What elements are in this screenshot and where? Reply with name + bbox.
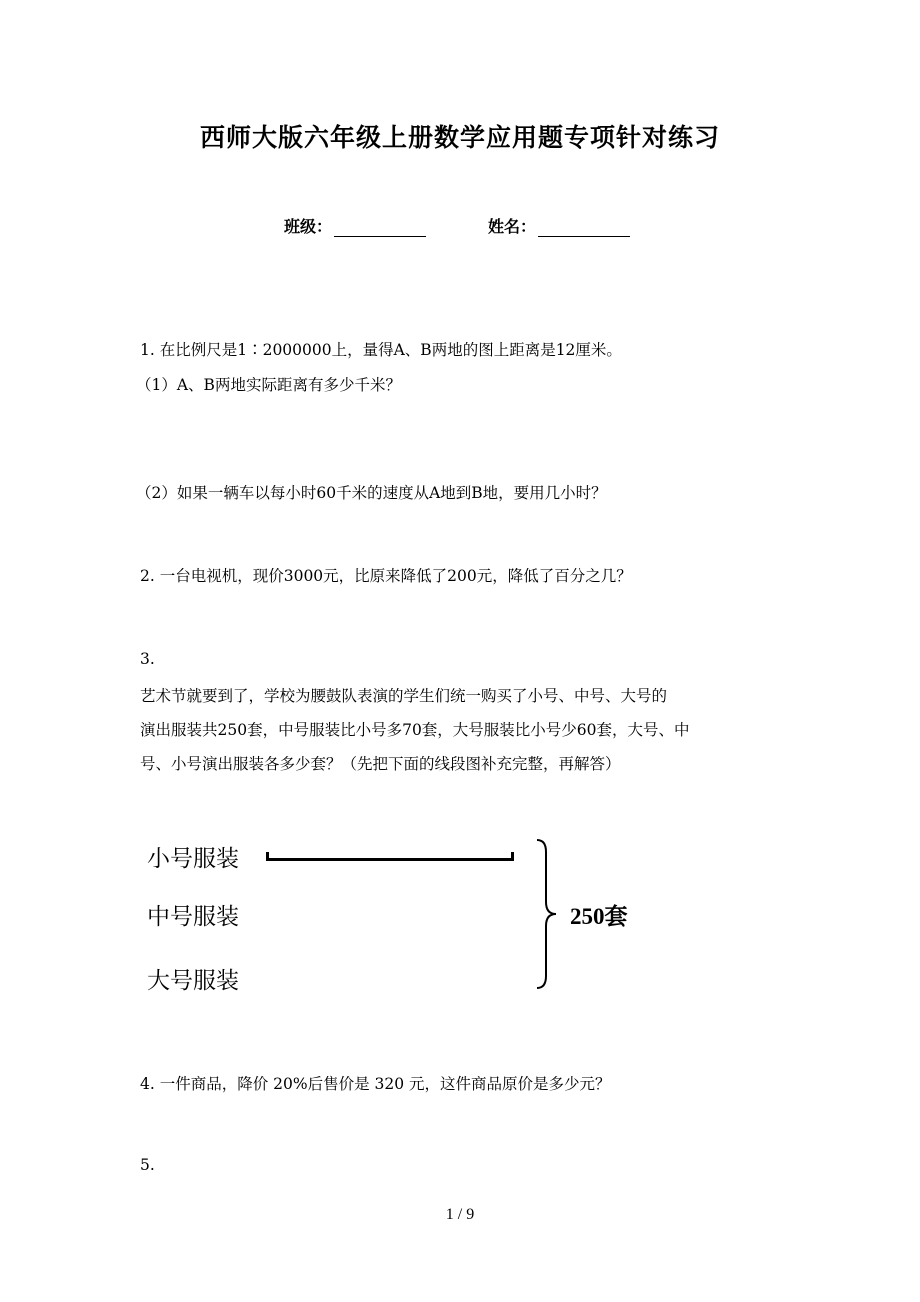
question-3-number: 3. <box>140 650 155 668</box>
class-label: 班级： <box>284 217 333 236</box>
question-5-number: 5. <box>140 1156 155 1174</box>
question-1-part-1: （1）A、B两地实际距离有多少千米？ <box>136 376 401 394</box>
question-1-stem: 1. 在比例尺是1∶2000000上，量得A、B两地的图上距离是12厘米。 <box>140 341 622 359</box>
small-size-segment <box>266 852 514 861</box>
diagram-total: 250套 <box>570 904 628 929</box>
page-title: 西师大版六年级上册数学应用题专项针对练习 <box>199 123 720 152</box>
question-1-part-2: （2）如果一辆车以每小时60千米的速度从A地到B地，要用几小时？ <box>136 484 607 502</box>
diagram-label-large: 大号服装 <box>147 968 239 993</box>
diagram-label-medium: 中号服装 <box>147 904 239 929</box>
class-field <box>284 214 426 237</box>
name-label: 姓名： <box>488 217 537 236</box>
diagram-label-small: 小号服装 <box>147 846 239 871</box>
question-4-stem: 4. 一件商品，降价 20%后售价是 320 元，这件商品原价是多少元？ <box>140 1075 611 1093</box>
question-3-line: 号、小号演出服装各多少套？（先把下面的线段图补充完整，再解答） <box>140 755 621 773</box>
question-2-stem: 2. 一台电视机，现价3000元，比原来降低了200元，降低了百分之几？ <box>140 567 632 585</box>
question-3-line: 演出服装共250套，中号服装比小号多70套，大号服装比小号少60套，大号、中 <box>140 721 690 739</box>
right-brace-icon <box>532 838 562 992</box>
class-blank[interactable] <box>334 220 426 237</box>
name-blank[interactable] <box>538 220 630 237</box>
name-field <box>488 214 630 237</box>
question-3-line: 艺术节就要到了，学校为腰鼓队表演的学生们统一购买了小号、中号、大号的 <box>140 687 668 705</box>
page-number: 1 / 9 <box>445 1206 475 1223</box>
